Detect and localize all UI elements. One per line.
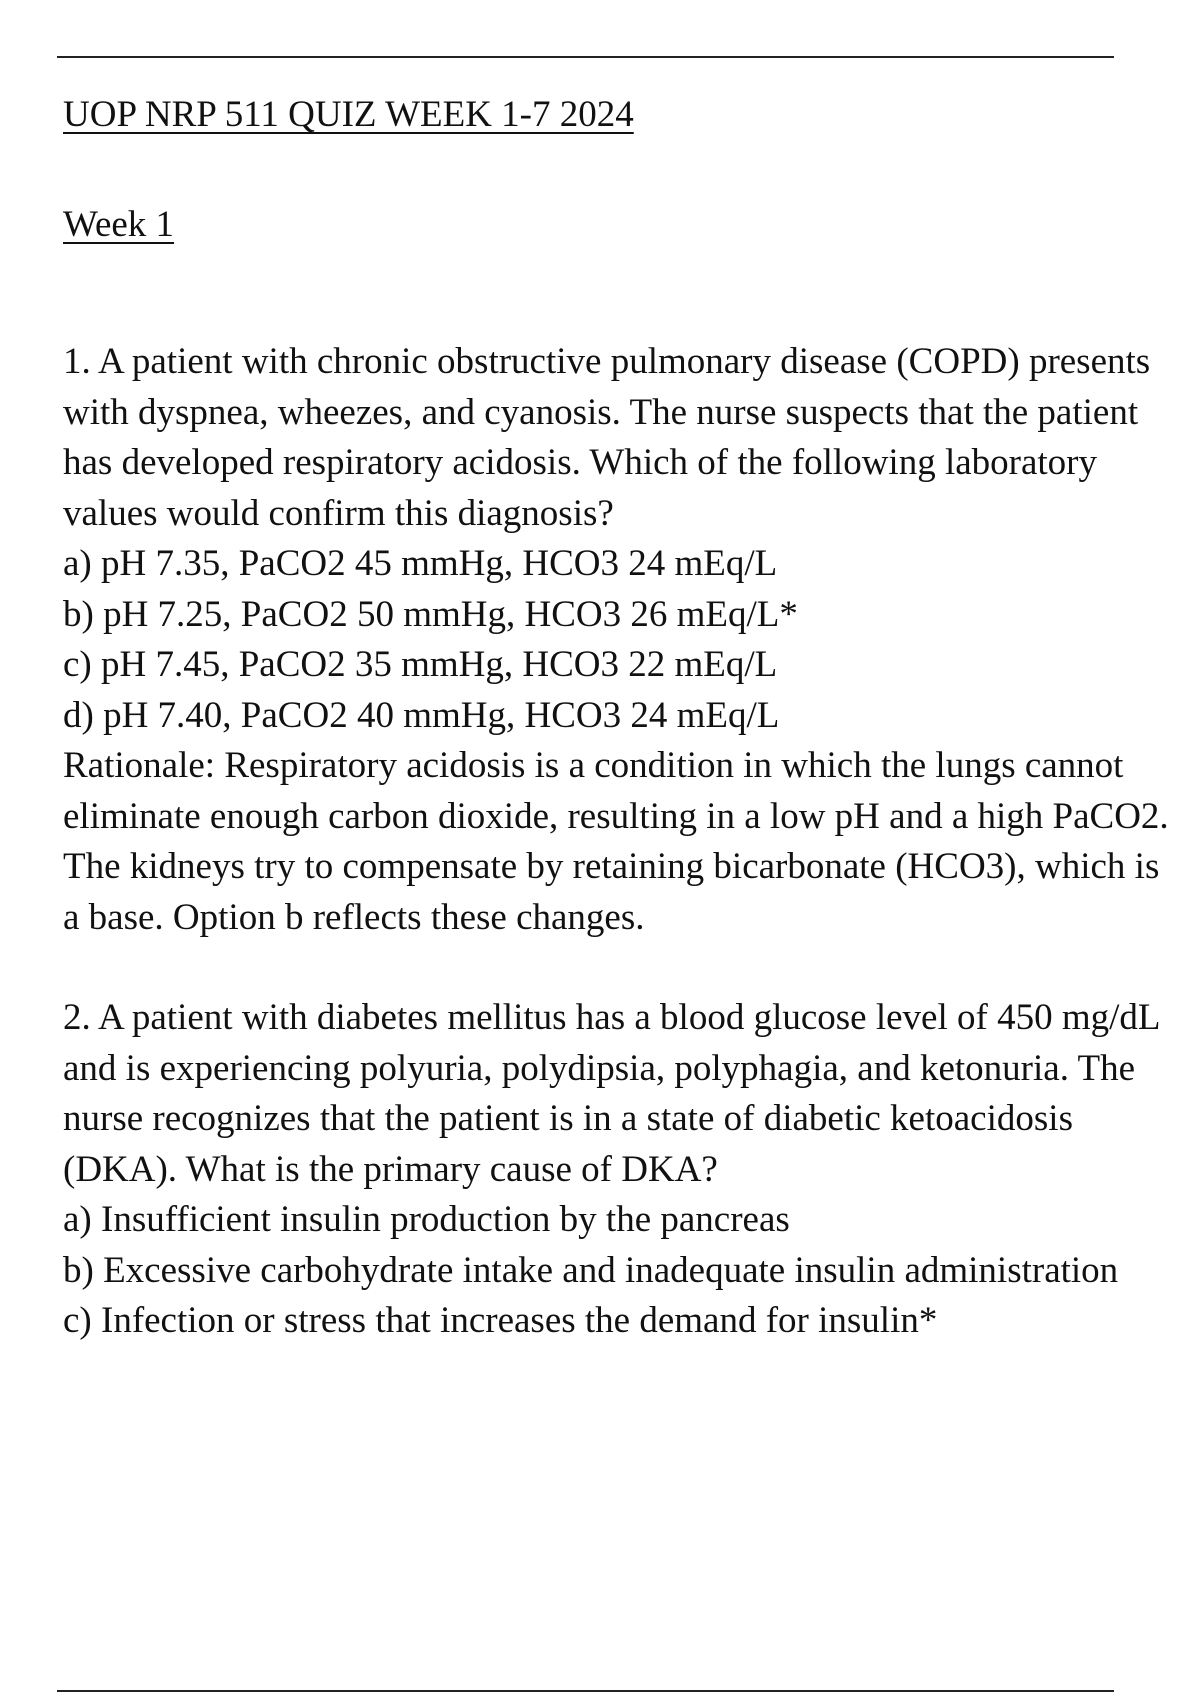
question-stem: 1. A patient with chronic obstructive pulmonary disease (COPD) presents with dyspnea, wheezes, and cyanosis. The nurse suspects that the patient has developed respiratory acidosis. Which of the following laboratory values would confirm this diagnosis? <box>63 341 1151 534</box>
top-divider <box>57 56 1114 58</box>
answer-option-c: c) Infection or stress that increases the demand for insulin* <box>63 1300 938 1341</box>
question-2 <box>63 993 1183 1347</box>
question-rationale: Rationale: Respiratory acidosis is a condition in which the lungs cannot eliminate enough carbon dioxide, resulting in a low pH and a high PaCO2. The kidneys try to compensate by retaining bicarbonate (HCO3), which is a base. Option b reflects these changes. <box>63 745 1169 938</box>
answer-option-b: b) pH 7.25, PaCO2 50 mmHg, HCO3 26 mEq/L* <box>63 593 798 635</box>
week-heading: Week 1 <box>63 204 175 245</box>
question-1 <box>63 337 1183 943</box>
bottom-divider <box>57 1690 1114 1692</box>
answer-option-d: d) pH 7.40, PaCO2 40 mmHg, HCO3 24 mEq/L <box>63 694 780 736</box>
answer-option-a: a) Insufficient insulin production by the pancreas <box>63 1199 790 1240</box>
document-body <box>63 92 1183 1347</box>
answer-option-a: a) pH 7.35, PaCO2 45 mmHg, HCO3 24 mEq/L <box>63 543 778 584</box>
answer-option-b: b) Excessive carbohydrate intake and inadequate insulin administration <box>63 1249 1119 1291</box>
document-title: UOP NRP 511 QUIZ WEEK 1-7 2024 <box>63 94 634 135</box>
question-stem: 2. A patient with diabetes mellitus has a blood glucose level of 450 mg/dL and is experiencing polyuria, polydipsia, polyphagia, and ketonuria. The nurse recognizes that the patient is in a state of diabetic ketoacidosis (DKA). What is the primary cause of DKA? <box>63 997 1160 1190</box>
answer-option-c: c) pH 7.45, PaCO2 35 mmHg, HCO3 22 mEq/L <box>63 644 778 685</box>
